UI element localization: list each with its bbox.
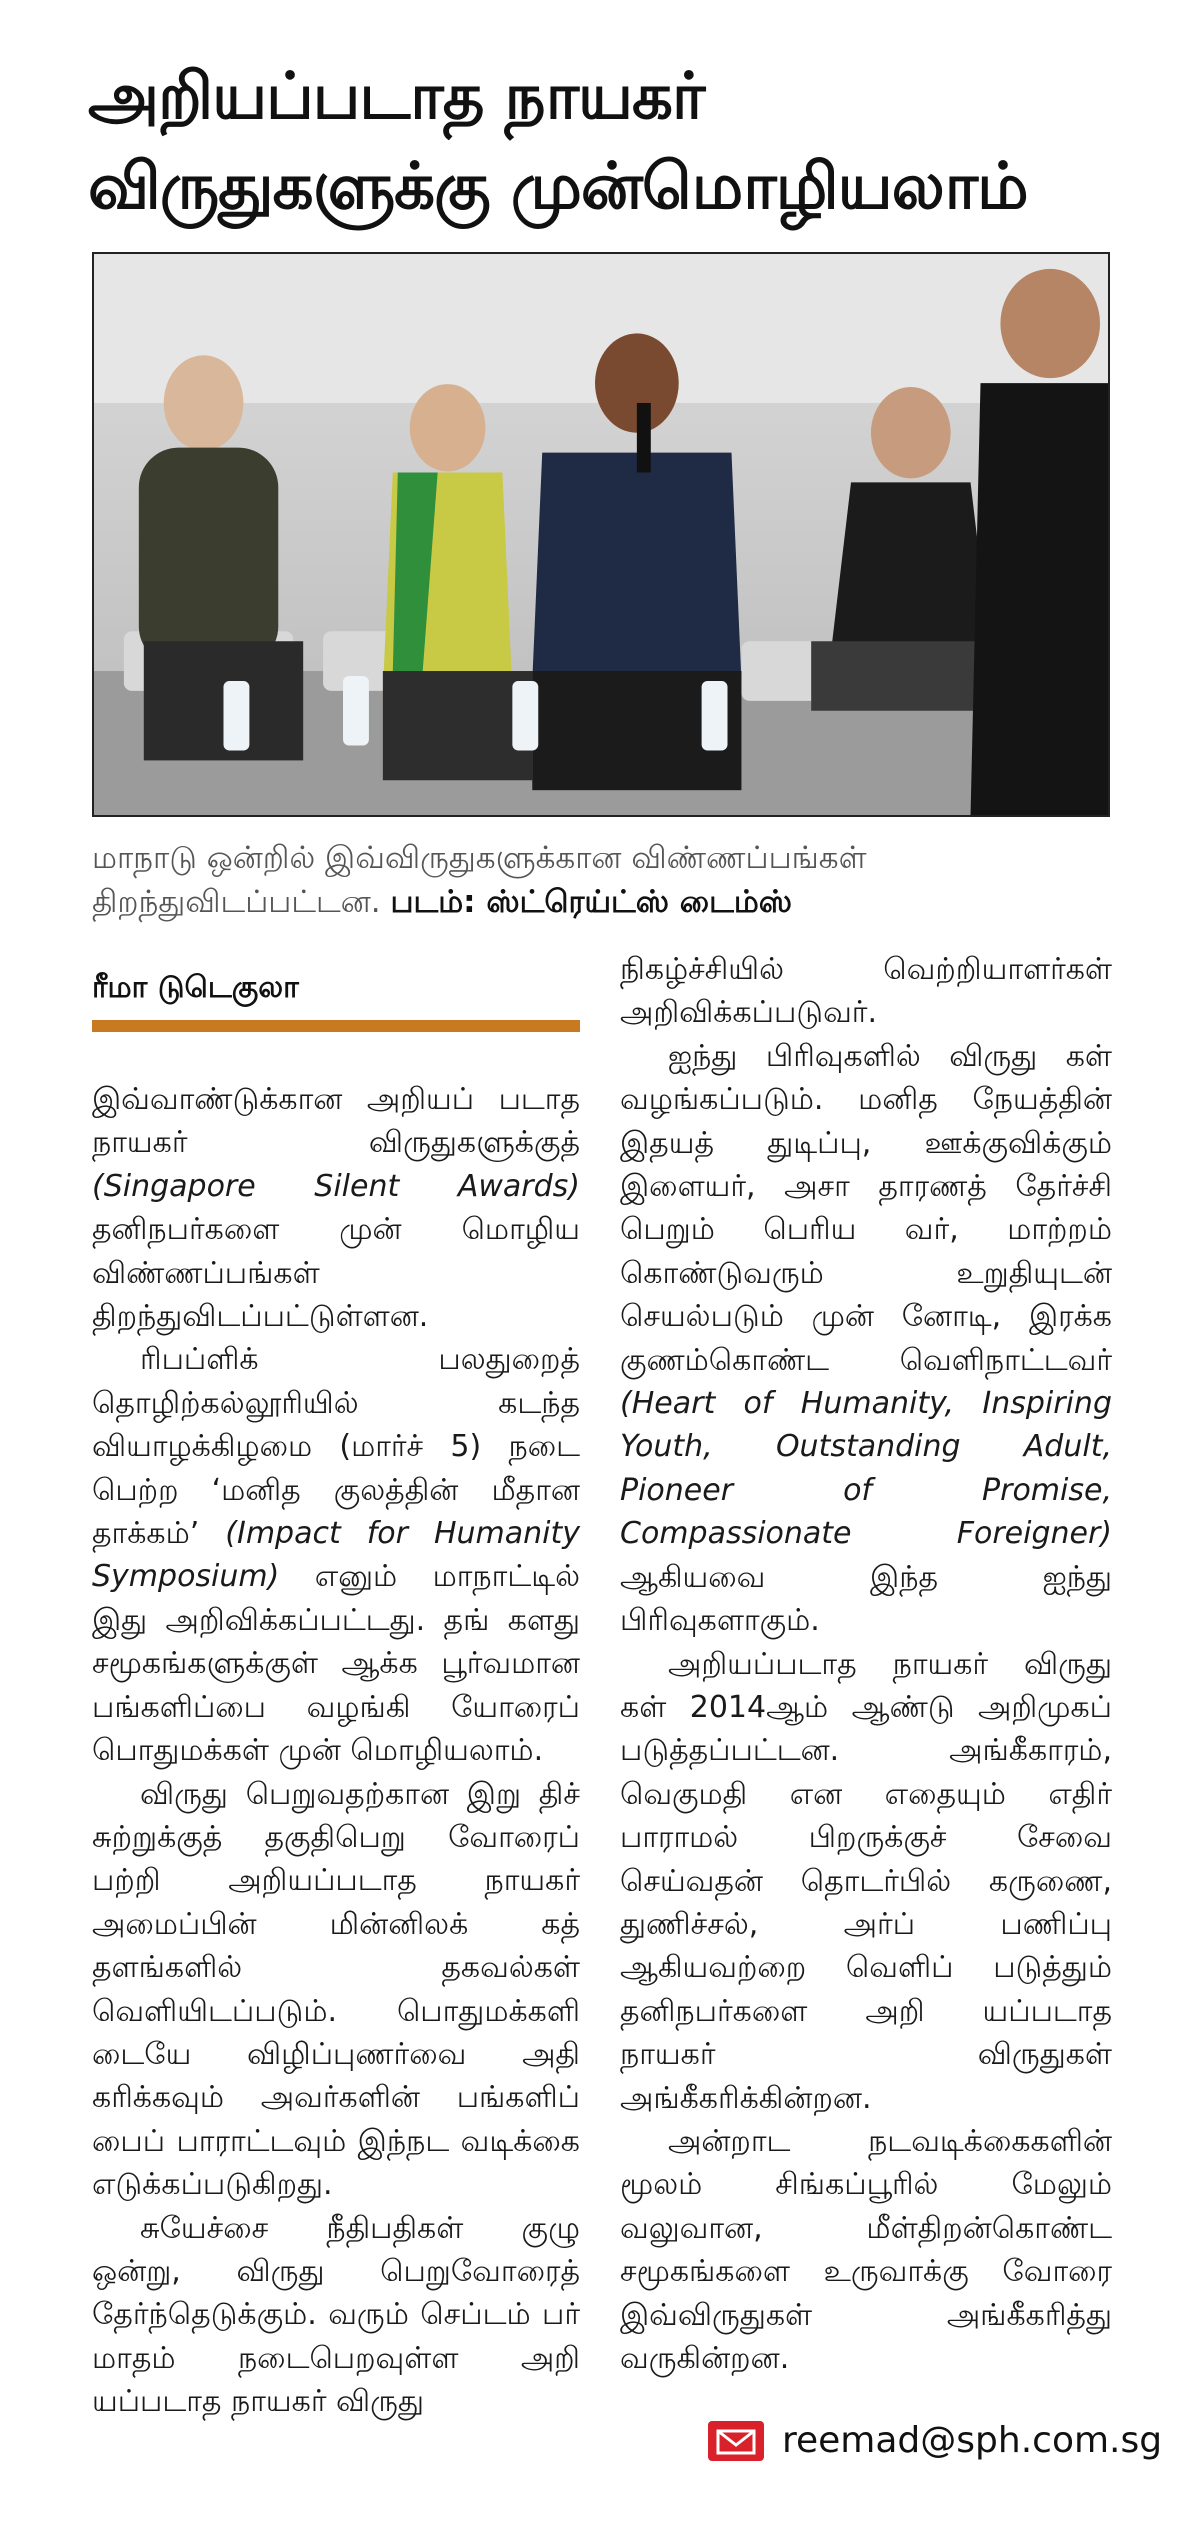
headline [88,52,1148,232]
byline-rule [92,1020,580,1032]
paragraph-7: அன்றாட நடவடிக்கைகளின் மூலம் சிங்கப்பூரில் மேலும் வலுவான, மீள்திறன்கொண்ட சமூகங்களை உருவாக்கு வோரை இவ்விருதுகள் அங்கீகரித்து வருகின்றன. [620,2123,1112,2376]
headline-line-1: அறியப்படாத நாயகர் [88,60,705,134]
envelope-icon [708,2421,764,2461]
paragraph-1-text-b: தனிநபர்களை முன் மொழிய விண்ணப்பங்கள் திறந்துவிடப்பட்டுள்ளன. [92,1212,580,1335]
paragraph-2-english: (Impact for Humanity Symposium) [92,1516,580,1595]
paragraph-1 [92,1078,580,1338]
paragraph-5 [620,1035,1112,1643]
paragraph-5-text-b: ஆகியவை இந்த ஐந்து பிரிவுகளாகும். [620,1559,1112,1639]
article-column-2 [620,948,1112,2380]
article-photo [92,252,1110,817]
headline-line-2: விருதுகளுக்கு முன்மொழியலாம் [88,150,1028,224]
paragraph-2 [92,1338,580,1772]
paragraph-4: சுயேச்சை நீதிபதிகள் குழு ஒன்று, விருது பெறுவோரைத் தேர்ந்தெடுக்கும். வரும் செப்டம் பர் மாதம் நடைபெறவுள்ள அறி யப்படாத நாயகர் விருது [92,2210,580,2420]
article-column-1 [92,1078,580,2424]
paragraph-3: விருது பெறுவதற்கான இறு திச் சுற்றுக்குத் தகுதிபெறு வோரைப் பற்றி அறியப்படாத நாயகர் அமைப்பின் மின்னிலக் கத் தளங்களில் தகவல்கள் வெளியிடப்படும். பொதுமக்களி டையே விழிப்புணர்வை அதி கரிக்கவும் அவர்களின் பங்களிப் பைப் பாராட்டவும் இந்நட வடிக்கை எடுக்கப்படுகிறது. [92,1776,580,2203]
paragraph-6: அறியப்படாத நாயகர் விருது கள் 2014ஆம் ஆண்டு அறிமுகப் படுத்தப்பட்டன. அங்கீகாரம், வெகுமதி என எதையும் எதிர் பாராமல் பிறருக்குச் சேவை செய்வதன் தொடர்பில் கருணை, துணிச்சல், அர்ப் பணிப்பு ஆகியவற்றை வெளிப் படுத்தும் தனிநபர்களை அறி யப்படாத நாயகர் விருதுகள் அங்கீகரிக்கின்றன. [620,1646,1112,2116]
panel-discussion-photo [94,254,1108,815]
paragraph-5-english: (Heart of Humanity, Inspiring Youth, Outstanding Adult, Pioneer of Promise, Compassionate Foreigner) [620,1386,1112,1552]
byline: ரீமா டுடெகுலா [92,970,299,1005]
paragraph-1-text-a: இவ்வாண்டுக்கான அறியப் படாத நாயகர் விருதுகளுக்குத் [92,1082,580,1161]
paragraph-2-text-b: எனும் மாநாட்டில் இது அறிவிக்கப்பட்டது. தங் களது சமூகங்களுக்குள் ஆக்க பூர்வமான பங்களிப்பை வழங்கி யோரைப் பொதுமக்கள் முன் மொழியலாம். [92,1559,580,1769]
paragraph-2-text-a: ரிபப்ளிக் பலதுறைத் தொழிற்கல்லூரியில் கடந்த வியாழக்கிழமை (மார்ச் 5) நடை பெற்ற ‘மனித குலத்தின் மீதான தாக்கம்’ [92,1342,580,1552]
photo-credit: படம்: ஸ்ட்ரெய்ட்ஸ் டைம்ஸ் [390,884,793,920]
email-address-link[interactable]: reemad@sph.com.sg [782,2420,1163,2461]
paragraph-1-english: (Singapore Silent Awards) [92,1168,580,1204]
caption-text: மாநாடு ஒன்றில் இவ்விருதுகளுக்கான விண்ணப்பங்கள் திறந்துவிடப்பட்டன. [92,840,867,920]
photo-caption [92,836,1112,924]
author-email[interactable] [708,2420,1162,2461]
paragraph-5-text-a: ஐந்து பிரிவுகளில் விருது கள் வழங்கப்படும். மனித நேயத்தின் இதயத் துடிப்பு, ஊக்குவிக்கும் இளையர், அசா தாரணத் தேர்ச்சி பெறும் பெரிய வர், மாற்றம் கொண்டுவரும் உறுதியுடன் செயல்படும் முன் னோடி, இரக்க குணம்கொண்ட வெளிநாட்டவர் [620,1038,1112,1378]
paragraph-4-continued: நிகழ்ச்சியில் வெற்றியாளர்கள் அறிவிக்கப்படுவர். [620,952,1112,1031]
